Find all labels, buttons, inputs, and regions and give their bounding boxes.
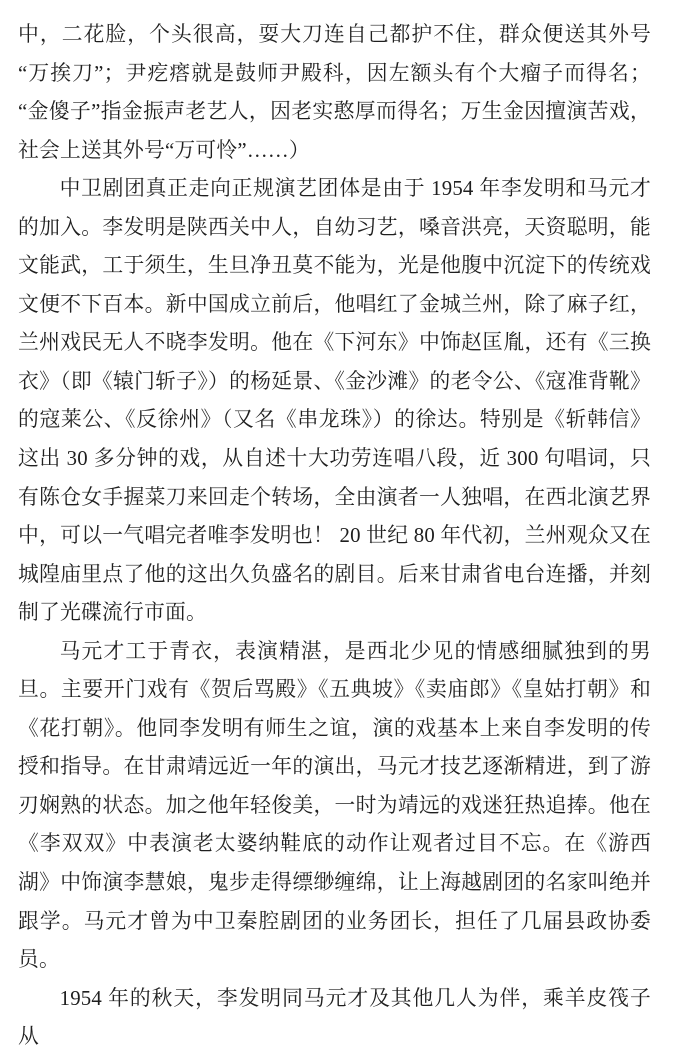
paragraph: 中卫剧团真正走向正规演艺团体是由于 1954 年李发明和马元才的加入。李发明是陕西关中人，自幼习艺，嗓音洪亮，天资聪明，能文能武，工于须生，生旦净丑莫不能为，光是他腹中沉淀下的传统戏文便不下百本。新中国成立前后，他唱红了金城兰州，除了麻子红，兰州戏民无人不晓李发明。他在《下河东》中饰赵匡胤，还有《三换衣》（即《辕门斩子》）的杨延景、《金沙滩》的老令公、《寇准背靴》的寇莱公、《反徐州》（又名《串龙珠》）的徐达。特别是《斩韩信》这出 30 多分钟的戏，从自述十大功劳连唱八段，近 300 句唱词，只有陈仓女手握菜刀来回走个转场，全由演者一人独唱，在西北演艺界中，可以一气唱完者唯李发明也！ 20 世纪 80 年代初，兰州观众又在城隍庙里点了他的这出久负盛名的剧目。后来甘肃省电台连播，并刻制了光碟流行市面。 (18, 177, 651, 625)
paragraph-last: 1954 年的秋天，李发明同马元才及其他几人为伴，乘羊皮筏子从 (18, 986, 651, 1049)
paragraph-continuation: 中，二花脸，个头很高，耍大刀连自己都护不住，群众便送其外号“万挨刀”；尹疙瘩就是鼓师尹殿科，因左额头有个大瘤子而得名；“金傻子”指金振声老艺人，因老实憨厚而得名；万生金因擅演苦戏，社会上送其外号“万可怜”……） (18, 23, 651, 162)
paragraph: 马元才工于青衣，表演精湛，是西北少见的情感细腻独到的男旦。主要开门戏有《贺后骂殿》《五典坡》《卖庙郎》《皇姑打朝》和《花打朝》。他同李发明有师生之谊，演的戏基本上来自李发明的传授和指导。在甘肃靖远近一年的演出，马元才技艺逐渐精进，到了游刃娴熟的状态。加之他年轻俊美，一时为靖远的戏迷狂热追捧。他在《李双双》中表演老太婆纳鞋底的动作让观者过目不忘。在《游西湖》中饰演李慧娘，鬼步走得缥缈缠绵，让上海越剧团的名家叫绝并跟学。马元才曾为中卫秦腔剧团的业务团长，担任了几届县政协委员。 (18, 639, 651, 972)
